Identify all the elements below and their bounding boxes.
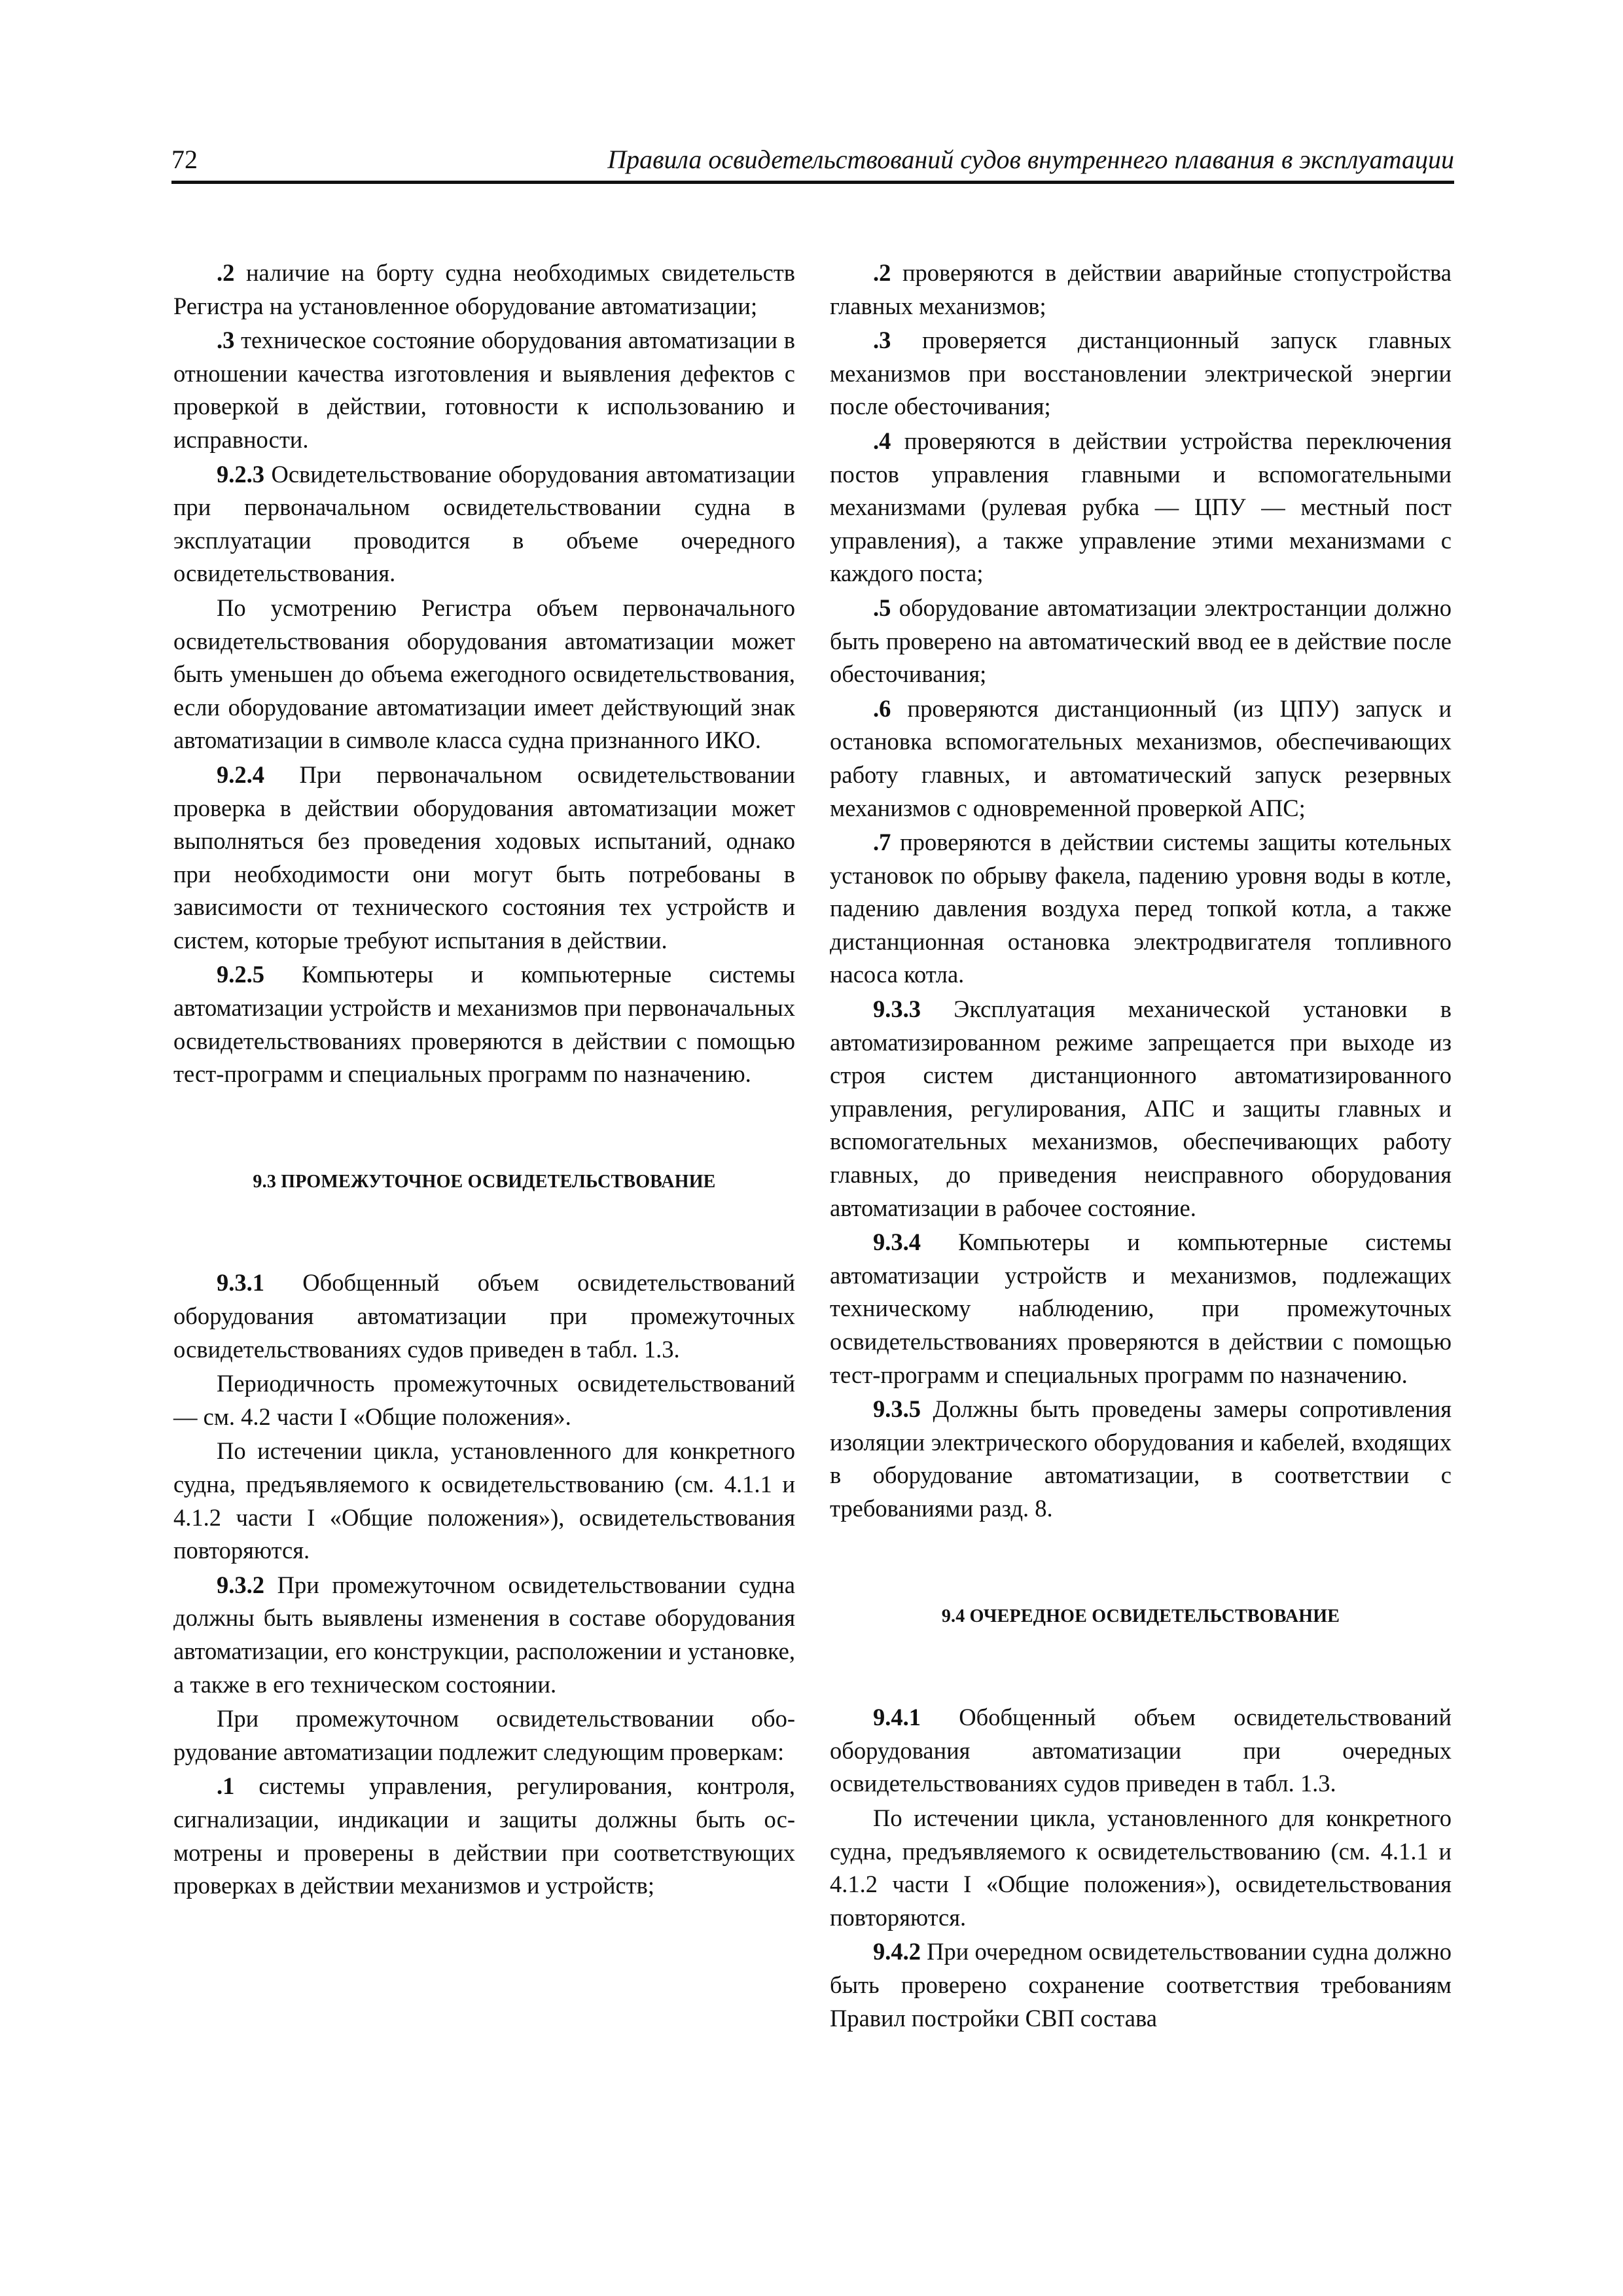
clause-number: .2 — [217, 259, 235, 286]
clause-number: .3 — [217, 327, 235, 354]
paragraph-text: проверяются дистанционный (из ЦПУ) запуск и остановка вспомогательных механизмов, обеспечивающих работу главных, и автоматический запуск резервных механизмов с одновременной проверкой АПС; — [830, 694, 1452, 821]
paragraph-text: При промежуточном освидетельствовании оборудование автоматизации подлежит следующим проверкам: — [173, 1705, 795, 1765]
paragraph-text: При промежуточном освидетельствовании судна должны быть выявлены изменения в составе оборудования автоматизации, его конструкции, расположении и установке, а также в его техническом состоянии. — [173, 1571, 795, 1698]
paragraph-text: проверяются в действии системы защиты котельных установок по обрыву факела, падению уровня воды в котле, падению давления воздуха перед топкой котла, а также дистанционная остановка электродвигателя топливного насоса котла. — [830, 829, 1452, 988]
clause-number: 9.2.3 — [217, 460, 264, 488]
paragraph — [173, 1702, 795, 1768]
clause-number: .1 — [217, 1772, 235, 1800]
paragraph — [830, 692, 1452, 825]
paragraph-text: системы управления, регулирования, контроля, сигнализации, индикации и защиты должны быть осмотрены и проверены в действии при соответствующих проверках в действии механизмов и устройств; — [173, 1772, 795, 1899]
clause-number: .3 — [873, 327, 891, 354]
right-column — [830, 257, 1452, 2036]
clause-number: 9.4.2 — [873, 1938, 921, 1965]
clause-number: 9.2.4 — [217, 761, 264, 788]
paragraph — [173, 1770, 795, 1902]
paragraph — [830, 1226, 1452, 1391]
paragraph-text: проверяются в действии устройства переключения постов управления главными и вспомогательными механизмами (рулевая рубка — ЦПУ — местный пост управления), а также управление этими механизмами с каждого поста; — [830, 427, 1452, 587]
paragraph-text: проверяется дистанционный запуск главных механизмов при восстановлении электрической энергии после обесточивания; — [830, 327, 1452, 420]
paragraph-text: При первоначальном освидетельствовании проверка в действии оборудования автоматизации может выполняться без проведения ходовых испытаний, однако при необходимости они могут быть потребованы в зависимости от технического состояния тех устройств и систем, которые требуют испытания в действии. — [173, 761, 795, 954]
clause-number: .5 — [873, 594, 891, 621]
paragraph — [173, 257, 795, 323]
paragraph — [173, 1367, 795, 1433]
paragraph — [830, 1802, 1452, 1934]
paragraph-text: техническое состояние оборудования автоматизации в отношении качества изготовления и выявления дефектов с проверкой в действии, готовности к использованию и исправности. — [173, 327, 795, 453]
paragraph-text: проверяются в действии аварийные стопустройства главных механизмов; — [830, 259, 1452, 319]
paragraph-text: Компьютеры и компьютерные системы автоматизации устройств и механизмов, подлежащих техническому наблюдению, при промежуточных освидетельствованиях проверяются в действии с помощью тест-программ и специальных программ по назначению. — [830, 1229, 1452, 1388]
paragraph — [830, 425, 1452, 590]
page-header — [171, 143, 1454, 184]
clause-number: .7 — [873, 829, 891, 856]
clause-number: 9.3.4 — [873, 1229, 921, 1256]
section-gap — [830, 1527, 1452, 1600]
paragraph — [173, 324, 795, 456]
section-gap — [173, 1092, 795, 1166]
section-gap — [173, 1198, 795, 1266]
section-heading: 9.3 ПРОМЕЖУТОЧНОЕ ОСВИДЕТЕЛЬСТВОВАНИЕ — [253, 1171, 716, 1192]
paragraph — [173, 458, 795, 590]
paragraph — [830, 324, 1452, 423]
paragraph-text: оборудование автоматизации электростанции должно быть проверено на автоматический ввод ее в действие после обесточивания; — [830, 594, 1452, 688]
paragraph-text: Компьютеры и компьютерные системы автоматизации устройств и механизмов при первоначальных освидетельствованиях проверяются в действии с помощью тест-программ и специальных программ по назначению. — [173, 961, 795, 1088]
paragraph — [173, 958, 795, 1090]
paragraph — [830, 826, 1452, 992]
paragraph-text: наличие на борту судна необходимых свидетельств Регистра на установленное оборудование автоматизации; — [173, 259, 795, 319]
clause-number: 9.2.5 — [217, 961, 264, 988]
paragraph-text: Освидетельствование оборудования автоматизации при первоначальном освидетельствовании судна в эксплуатации проводится в объеме очередного освидетельствования. — [173, 460, 795, 587]
clause-number: 9.3.3 — [873, 996, 921, 1023]
paragraph — [173, 592, 795, 757]
section-heading: 9.4 ОЧЕРЕДНОЕ ОСВИДЕТЕЛЬСТВОВАНИЕ — [941, 1605, 1340, 1626]
paragraph — [173, 1266, 795, 1366]
paragraph — [830, 1393, 1452, 1525]
paragraph-text: Эксплуатация механической установки в автоматизированном режиме запрещается при выходе из строя систем дистанционного автоматизированного управления, регулирования, АПС и защиты главных и вспомогательных механизмов, обеспечивающих работу главных, до приведения неисправного оборудования автоматизации в рабочее состояние. — [830, 996, 1452, 1221]
paragraph — [173, 759, 795, 958]
paragraph-text: Периодичность промежуточных освидетельствований — см. 4.2 части I «Общие положения». — [173, 1370, 795, 1430]
paragraph-text: Обобщенный объем освидетельствований оборудования автоматизации при очередных освидетельствованиях судов приведен в табл. 1.3. — [830, 1704, 1452, 1797]
paragraph-text: Обобщенный объем освидетельствований оборудования автоматизации при промежуточных освидетельствованиях судов приведен в табл. 1.3. — [173, 1269, 795, 1363]
paragraph-text: По усмотрению Регистра объем первоначального освидетельствования оборудования автоматизации может быть уменьшен до объема ежегодного освидетельствования, если оборудование автоматизации имеет действующий знак автоматизации в символе класса судна признанного ИКО. — [173, 594, 795, 754]
paragraph-text: Должны быть проведены замеры сопротивления изоляции электрического оборудования и кабелей, входящих в оборудование автоматизации, в соответствии с требованиями разд. 8. — [830, 1395, 1452, 1522]
paragraph-text: При очередном освидетельствовании судна должно быть проверено сохранение соответствия требованиям Правил постройки СВП состава — [830, 1938, 1452, 2032]
left-column — [173, 257, 795, 1904]
section-gap — [830, 1633, 1452, 1701]
clause-number: .4 — [873, 427, 891, 454]
page-number: 72 — [171, 145, 198, 174]
clause-number: 9.4.1 — [873, 1704, 921, 1731]
clause-number: .2 — [873, 259, 891, 286]
paragraph — [830, 1935, 1452, 2035]
running-title: Правила освидетельствований судов внутреннего плавания в эксплуатации — [607, 145, 1454, 174]
paragraph — [830, 993, 1452, 1225]
clause-number: 9.3.1 — [217, 1269, 264, 1297]
paragraph — [173, 1569, 795, 1701]
clause-number: .6 — [873, 694, 891, 722]
paragraph — [830, 1701, 1452, 1801]
paragraph — [830, 592, 1452, 691]
clause-number: 9.3.5 — [873, 1395, 921, 1423]
paragraph-text: По истечении цикла, установленного для конкретного судна, предъявляемого к освидетельствованию (см. 4.1.1 и 4.1.2 части I «Общие положения»), освидетельствования повторяются. — [173, 1437, 795, 1564]
clause-number: 9.3.2 — [217, 1571, 264, 1598]
paragraph — [173, 1435, 795, 1567]
paragraph — [830, 257, 1452, 323]
paragraph-text: По истечении цикла, установленного для конкретного судна, предъявляемого к освидетельствованию (см. 4.1.1 и 4.1.2 части I «Общие положения»), освидетельствования повторяются. — [830, 1804, 1452, 1931]
